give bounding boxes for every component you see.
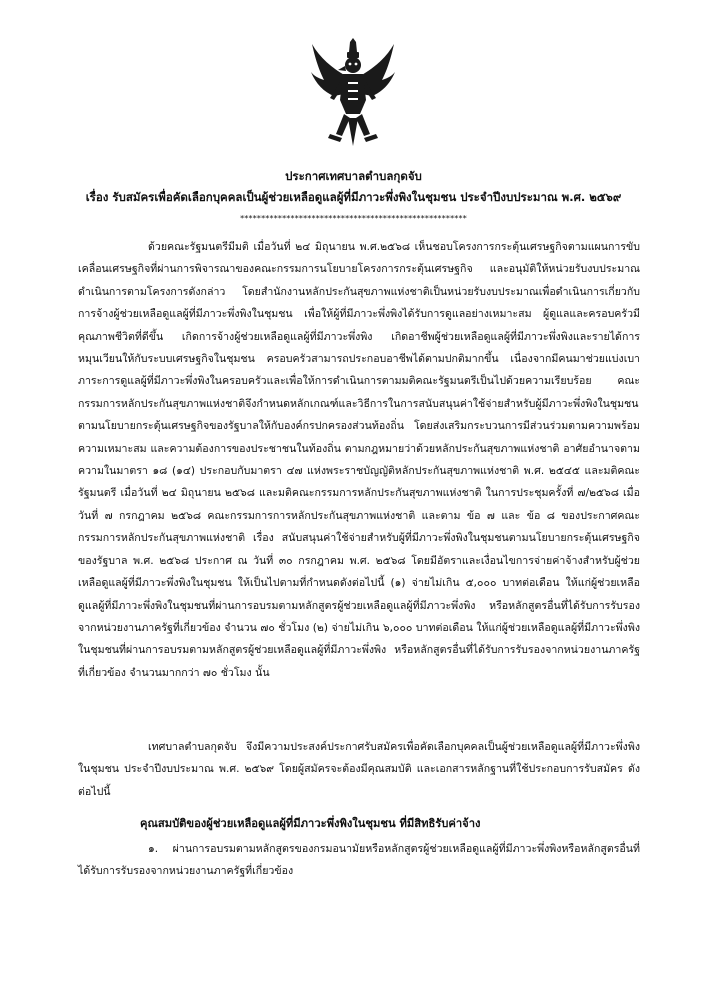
garuda-emblem-icon bbox=[310, 38, 396, 148]
paragraph-background: ด้วยคณะรัฐมนตรีมีมติ เมื่อวันที่ ๒๔ มิถุนายน พ.ศ.๒๕๖๘ เห็นชอบโครงการกระตุ้นเศรษฐกิจตามแผนการขับเคลื่อนเศรษฐกิจที่ผ่านการพิจารณาของคณะกรรมการนโยบายโครงการกระตุ้นเศรษฐกิจ และอนุมัติให้หน่วยรับงบประมาณดำเนินการตามโครงการดังกล่าว โดยสำนักงานหลักประกันสุขภาพแห่งชาติเป็นหน่วยรับงบประมาณเพื่อดำเนินการเกี่ยวกับการจ้างผู้ช่วยเหลือดูแลผู้ที่มีภาวะพึ่งพิงในชุมชน เพื่อให้ผู้ที่มีภาวะพึ่งพิงได้รับการดูแลอย่างเหมาะสม ผู้ดูแลและครอบครัวมีคุณภาพชีวิตที่ดีขึ้น เกิดการจ้างผู้ช่วยเหลือดูแลผู้ที่มีภาวะพึ่งพิง เกิดอาชีพผู้ช่วยเหลือดูแลผู้ที่มีภาวะพึ่งพิงและรายได้การหมุนเวียนให้กับระบบเศรษฐกิจในชุมชน ครอบครัวสามารถประกอบอาชีพได้ตามปกติมากขึ้น เนื่องจากมีคนมาช่วยแบ่งเบาภาระการดูแลผู้ที่มีภาวะพึ่งพิงในครอบครัวและเพื่อให้การดำเนินการตามมติคณะรัฐมนตรีเป็นไปด้วยความเรียบร้อย คณะกรรมการหลักประกันสุขภาพแห่งชาติจึงกำหนดหลักเกณฑ์และวิธีการในการสนับสนุนค่าใช้จ่ายสำหรับผู้มีภาวะพึ่งพิงในชุมชนตามนโยบายกระตุ้นเศรษฐกิจของรัฐบาลให้กับองค์กรปกครองส่วนท้องถิ่น โดยส่งเสริมกระบวนการมีส่วนร่วมตามความพร้อม ความเหมาะสม และความต้องการของประชาชนในท้องถิ่น ตามกฎหมายว่าด้วยหลักประกันสุขภาพแห่งชาติ อาศัยอำนาจตามความในมาตรา ๑๘ (๑๔) ประกอบกับมาตรา ๔๗ แห่งพระราชบัญญัติหลักประกันสุขภาพแห่งชาติ พ.ศ. ๒๕๔๕ และมติคณะรัฐมนตรี เมื่อวันที่ ๒๔ มิถุนายน ๒๕๖๘ และมติคณะกรรมการหลักประกันสุขภาพแห่งชาติ ในการประชุมครั้งที่ ๗/๒๕๖๘ เมื่อวันที่ ๗ กรกฎาคม ๒๕๖๘ คณะกรรมการการหลักประกันสุขภาพแห่งชาติ และตาม ข้อ ๗ และ ข้อ ๘ ของประกาศคณะกรรมการหลักประกันสุขภาพแห่งชาติ เรื่อง สนับสนุนค่าใช้จ่ายสำหรับผู้ที่มีภาวะพึ่งพิงในชุมชนตามนโยบายกระตุ้นเศรษฐกิจของรัฐบาล พ.ศ. ๒๕๖๘ ประกาศ ณ วันที่ ๓๐ กรกฎาคม พ.ศ. ๒๕๖๘ โดยมีอัตราและเงื่อนไขการจ่ายค่าจ้างสำหรับผู้ช่วยเหลือดูแลผู้ที่มีภาวะพึ่งพิงในชุมชน ให้เป็นไปตามที่กำหนดดังต่อไปนี้ (๑) จ่ายไม่เกิน ๕,๐๐๐ บาทต่อเดือน ให้แก่ผู้ช่วยเหลือดูแลผู้ที่มีภาวะพึ่งพิงในชุมชนที่ผ่านการอบรมตามหลักสูตรผู้ช่วยเหลือดูแลผู้ที่มีภาวะพึ่งพิง หรือหลักสูตรอื่นที่ได้รับการรับรองจากหน่วยงานภาครัฐที่เกี่ยวข้อง จำนวน ๗๐ ชั่วโมง (๒) จ่ายไม่เกิน ๖,๐๐๐ บาทต่อเดือน ให้แก่ผู้ช่วยเหลือดูแลผู้ที่มีภาวะพึ่งพิงในชุมชนที่ผ่านการอบรมตามหลักสูตรผู้ช่วยเหลือดูแลผู้ที่มีภาวะพึ่งพิง หรือหลักสูตรอื่นที่ได้รับการรับรองจากหน่วยงานภาครัฐที่เกี่ยวข้อง จำนวนมากกว่า ๗๐ ชั่วโมง นั้น bbox=[78, 241, 640, 679]
paragraph-purpose: เทศบาลตำบลกุดจับ จึงมีความประสงค์ประกาศรับสมัครเพื่อคัดเลือกบุคคลเป็นผู้ช่วยเหลือดูแลผู้ที่มีภาวะพึ่งพิงในชุมชน ประจำปีงบประมาณ พ.ศ. ๒๕๖๙ โดยผู้สมัครจะต้องมีคุณสมบัติ และเอกสารหลักฐานที่ใช้ประกอบการรับสมัคร ดังต่อไปนี้ bbox=[78, 741, 640, 798]
qualification-item: ๑. ผ่านการอบรมตามหลักสูตรของกรมอนามัยหรือหลักสูตรผู้ช่วยเหลือดูแลผู้ที่มีภาวะพึ่งพิงหรือหลักสูตรอื่นที่ได้รับการรับรองจากหน่วยงานภาครัฐที่เกี่ยวข้อง bbox=[78, 843, 640, 878]
announcement-subject: เรื่อง รับสมัครเพื่อคัดเลือกบุคคลเป็นผู้ช่วยเหลือดูแลผู้ที่มีภาวะพึ่งพิงในชุมชน ประจำปีงบประมาณ พ.ศ. ๒๕๖๙ bbox=[85, 190, 622, 204]
separator-stars: ****************************************************** bbox=[240, 214, 467, 223]
announcement-title: ประกาศเทศบาลตำบลกุดจับ bbox=[285, 169, 422, 183]
section-heading-qualifications: คุณสมบัติของผู้ช่วยเหลือดูแลผู้ที่มีภาวะพึ่งพิงในชุมชน ที่มีสิทธิรับค่าจ้าง bbox=[140, 817, 481, 830]
